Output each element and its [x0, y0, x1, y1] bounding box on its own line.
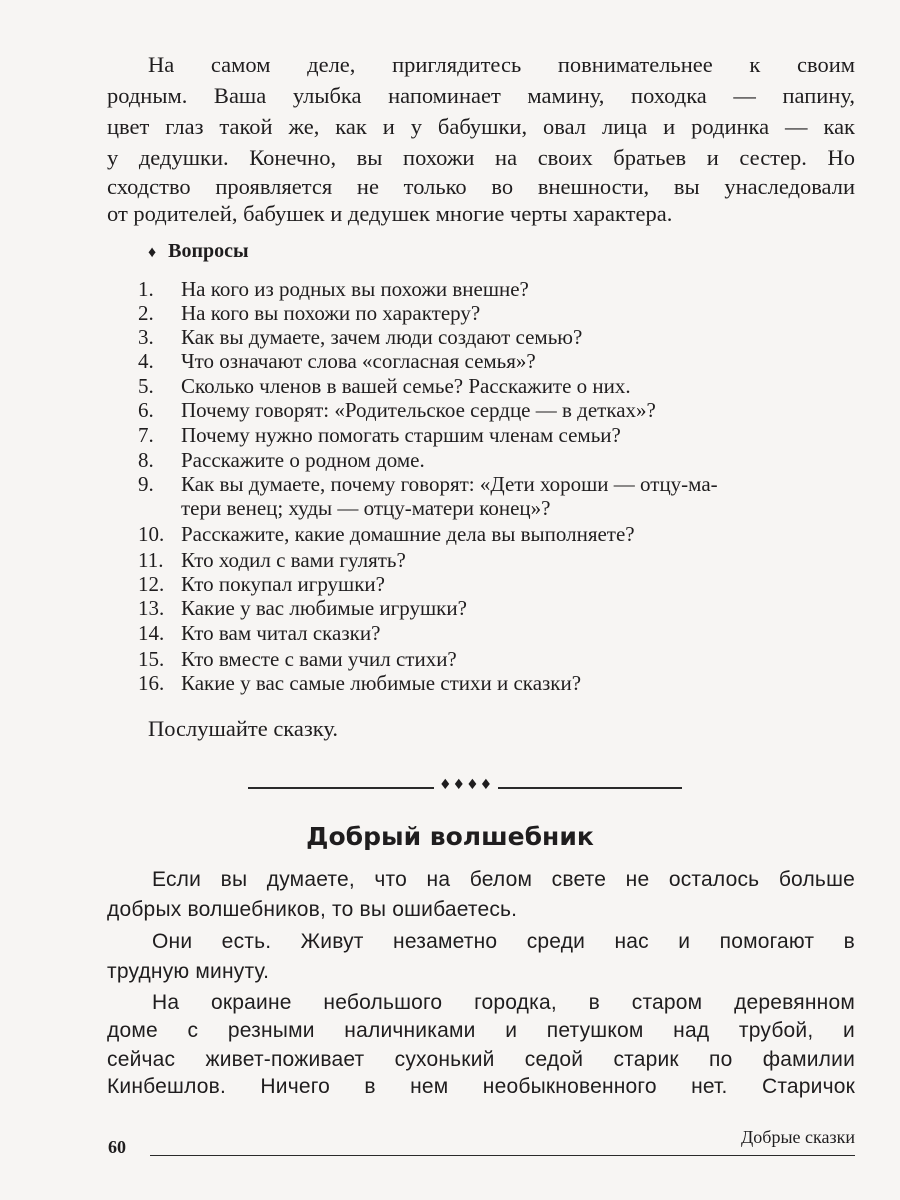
list-item-continuation: тери венец; худы — отцу-матери конец»? [181, 496, 551, 520]
item-text: Кто вам читал сказки? [181, 621, 381, 645]
item-text: Что означают слова «согласная семья»? [181, 349, 536, 373]
list-item [138, 325, 582, 350]
intro-line: сходство проявляется не только во внешности, вы унаследовали [107, 174, 855, 199]
item-text: Как вы думаете, почему говорят: «Дети хороши — отцу-ма- [181, 472, 718, 496]
item-number: 5. [138, 374, 154, 398]
list-item [138, 671, 581, 696]
intro-line: цвет глаз такой же, как и у бабушки, овал лица и родинка — как [107, 114, 855, 139]
item-number: 1. [138, 277, 154, 301]
story-line: Они есть. Живут незаметно среди нас и помогают в [152, 930, 855, 953]
item-text: Расскажите о родном доме. [181, 448, 425, 472]
list-item [138, 374, 631, 399]
item-text: Как вы думаете, зачем люди создают семью? [181, 325, 583, 349]
story-line: Если вы думаете, что на белом свете не осталось больше [152, 868, 855, 891]
item-number: 15. [138, 647, 165, 671]
questions-heading [148, 240, 249, 263]
intro-line: от родителей, бабушек и дедушек многие черты характера. [107, 201, 673, 226]
divider-line [498, 787, 682, 789]
story-title: Добрый волшебник [306, 822, 594, 851]
item-text: Почему нужно помогать старшим членам семьи? [181, 423, 621, 447]
list-item [138, 472, 718, 497]
list-item [138, 423, 621, 448]
list-item [138, 621, 380, 646]
story-line: добрых волшебников, то вы ошибаетесь. [107, 898, 518, 921]
item-text: Кто покупал игрушки? [181, 572, 385, 596]
item-text: Кто ходил с вами гулять? [181, 548, 406, 572]
list-item [138, 596, 467, 621]
item-number: 8. [138, 448, 154, 472]
item-number: 2. [138, 301, 154, 325]
intro-line: у дедушки. Конечно, вы похожи на своих братьев и сестер. Но [107, 145, 855, 170]
item-number: 3. [138, 325, 154, 349]
list-item [138, 398, 656, 423]
diamond-bullet-icon: ♦ [148, 244, 157, 261]
item-number: 4. [138, 349, 154, 373]
list-item [138, 277, 529, 302]
divider-ornament: ♦♦♦♦ [439, 777, 494, 793]
item-number: 9. [138, 472, 154, 496]
footer-rule [150, 1155, 855, 1156]
item-number: 11. [138, 548, 164, 572]
item-number: 7. [138, 423, 154, 447]
item-text: Какие у вас любимые игрушки? [181, 596, 467, 620]
story-line: трудную минуту. [107, 960, 270, 983]
item-text: Расскажите, какие домашние дела вы выполняете? [181, 522, 635, 546]
item-text: На кого из родных вы похожи внешне? [181, 277, 529, 301]
intro-line: родным. Ваша улыбка напоминает мамину, походка — папину, [107, 83, 855, 108]
item-text: Какие у вас самые любимые стихи и сказки? [181, 671, 582, 695]
list-item [138, 349, 536, 374]
item-number: 10. [138, 522, 165, 546]
item-number: 12. [138, 572, 165, 596]
item-text: Почему говорят: «Родительское сердце — в детках»? [181, 398, 656, 422]
item-number: 14. [138, 621, 165, 645]
item-number: 16. [138, 671, 165, 695]
listen-prompt: Послушайте сказку. [148, 716, 339, 741]
story-line: На окраине небольшого городка, в старом деревянном [152, 991, 855, 1014]
section-title: Добрые сказки [741, 1127, 855, 1147]
story-line: доме с резными наличниками и петушком над трубой, и [107, 1019, 855, 1042]
questions-heading-text: Вопросы [168, 240, 249, 262]
item-number: 13. [138, 596, 165, 620]
item-text: Кто вместе с вами учил стихи? [181, 647, 457, 671]
list-item [138, 301, 480, 326]
story-line: Кинбешлов. Ничего в нем необыкновенного нет. Старичок [107, 1075, 855, 1098]
divider-line [248, 787, 434, 789]
list-item [138, 572, 385, 597]
list-item [138, 647, 457, 672]
page-number: 60 [108, 1137, 126, 1157]
list-item [138, 448, 425, 473]
list-item [138, 522, 635, 547]
item-text: Сколько членов в вашей семье? Расскажите о них. [181, 374, 631, 398]
list-item [138, 548, 406, 573]
item-text: На кого вы похожи по характеру? [181, 301, 481, 325]
item-number: 6. [138, 398, 154, 422]
story-line: сейчас живет-поживает сухонький седой старик по фамилии [107, 1048, 855, 1071]
intro-line: На самом деле, приглядитесь повнимательнее к своим [148, 52, 855, 77]
